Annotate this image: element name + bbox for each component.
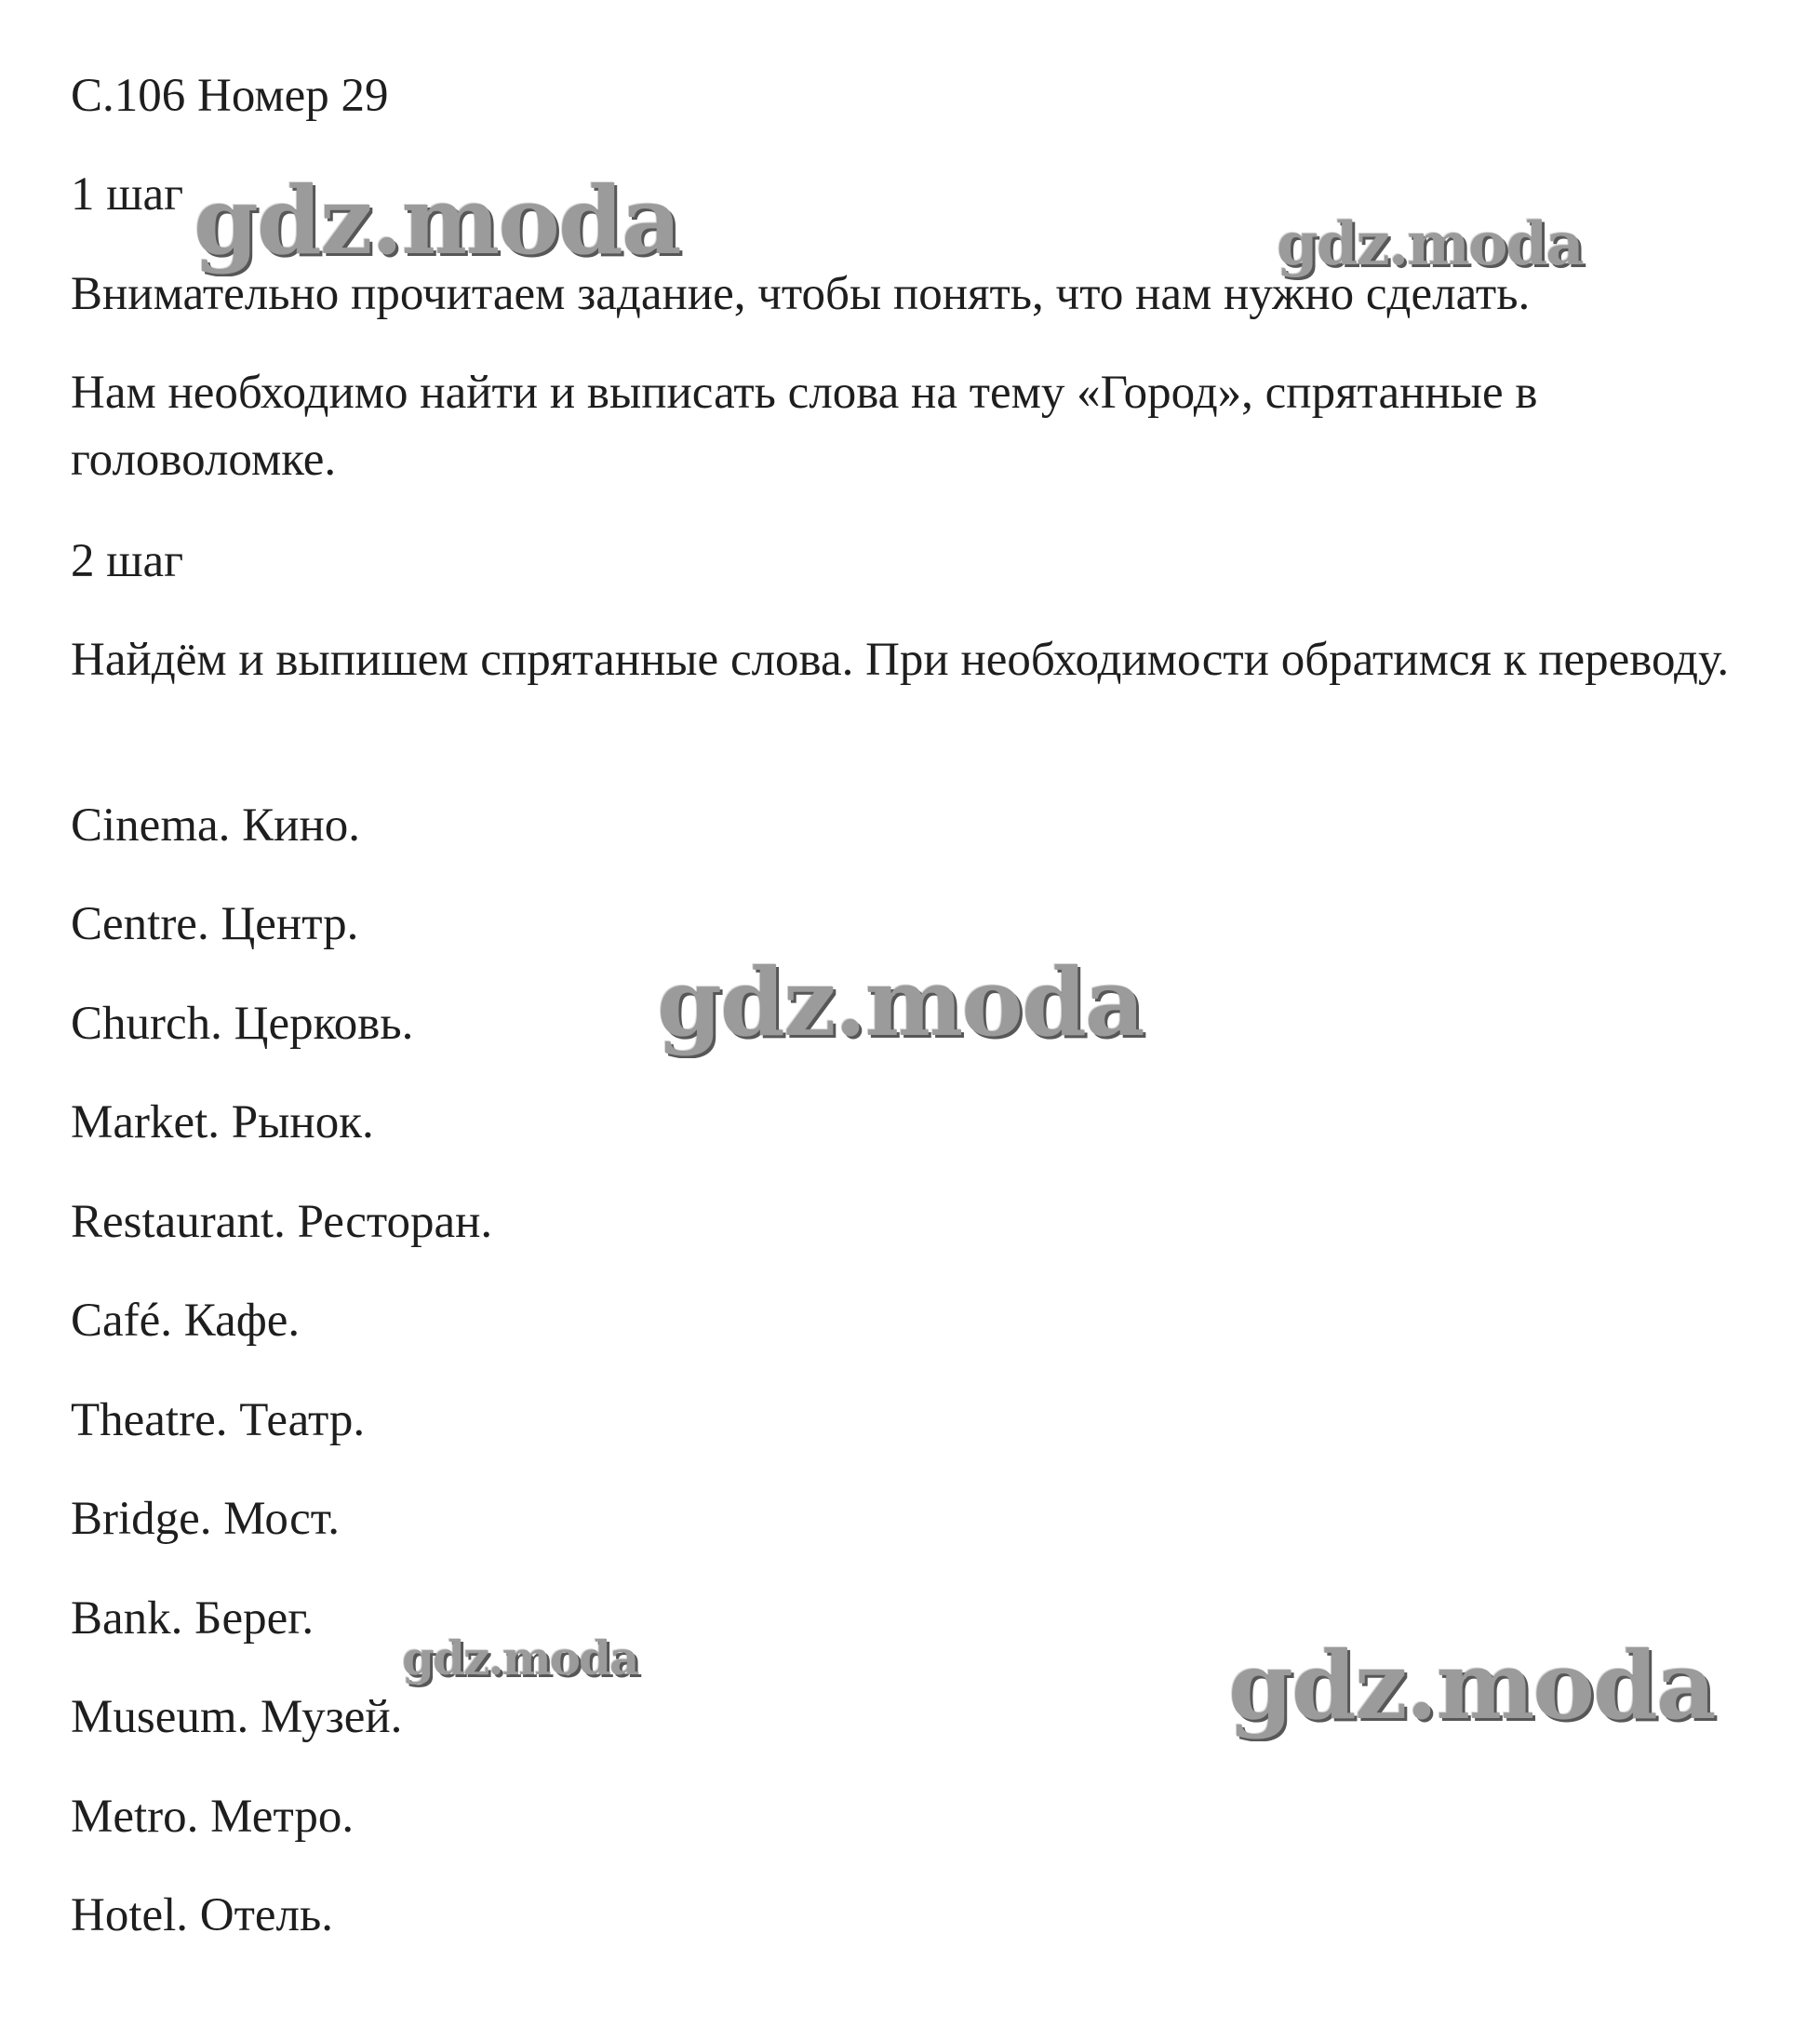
step2-intro: Найдём и выпишем спрятанные слова. При необходимости обратимся к переводу. bbox=[71, 634, 1730, 686]
step1-paragraph-1: Внимательно прочитаем задание, чтобы понять, что нам нужно сделать. bbox=[71, 268, 1531, 320]
step1-paragraph-2: Нам необходимо найти и выписать слова на тему «Город», спрятанные в головоломке. bbox=[71, 367, 1538, 486]
watermark: gdz.moda bbox=[657, 947, 1144, 1057]
step1-label: 1 шаг bbox=[71, 168, 184, 221]
word-item: Bank. Берег. bbox=[71, 1592, 314, 1645]
word-item: Market. Рынок. bbox=[71, 1096, 374, 1148]
word-item: Hotel. Отель. bbox=[71, 1889, 334, 1941]
word-item: Bridge. Мост. bbox=[71, 1493, 340, 1545]
watermark: gdz.moda bbox=[1277, 209, 1583, 279]
watermark: gdz.moda bbox=[194, 166, 680, 275]
word-item: Museum. Музей. bbox=[71, 1691, 403, 1743]
page-header: С.106 Номер 29 bbox=[71, 70, 389, 122]
word-item: Centre. Центр. bbox=[71, 898, 359, 950]
word-item: Metro. Метро. bbox=[71, 1791, 355, 1843]
word-item: Cinema. Кино. bbox=[71, 799, 360, 852]
word-item: Theatre. Театр. bbox=[71, 1394, 366, 1446]
word-item: Café. Кафе. bbox=[71, 1295, 301, 1347]
step2-label: 2 шаг bbox=[71, 535, 184, 587]
watermark: gdz.moda bbox=[1228, 1631, 1715, 1740]
word-item: Restaurant. Ресторан. bbox=[71, 1196, 493, 1248]
word-item: Church. Церковь. bbox=[71, 998, 414, 1050]
watermark: gdz.moda bbox=[402, 1631, 638, 1685]
